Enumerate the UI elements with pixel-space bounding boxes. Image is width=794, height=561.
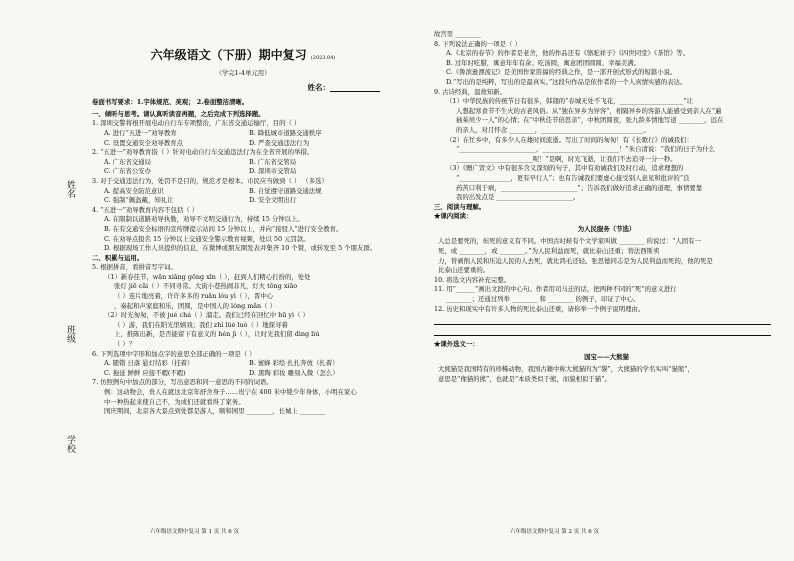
- q7-answer-line[interactable]: 国庆期间，北京各大景点到处都是游人，顺和园里 ________，长城上 ________: [104, 407, 326, 416]
- q4-option-b[interactable]: B. 在有交通安全标语的宣传牌提示站间 15 分钟以上，并向“接驳人”进行安全教育。: [104, 224, 343, 233]
- q7-example-line-1: 例：这动物会，贵人在就这北京年舒舍身子……贵宁在 400 米中毙少年身体，小明在家心: [104, 388, 357, 396]
- section-2-heading: 二、积累与运用。: [92, 253, 144, 262]
- essay-line-4: 比泰山还要重的。: [438, 266, 490, 275]
- side-label-name: 姓名: [65, 180, 75, 198]
- q9-part-1-line-3[interactable]: 插茱萸少一人”的心情；在“中秋佳节倍思亲”，中秋团圆夜，张九龄多情地写道 ________，远在: [456, 116, 724, 125]
- question-11: 11. 用“______”画出文段的中心句。作者用司马迁的话，把两种不同的“死”的意义进行: [434, 285, 677, 294]
- question-2: 2. “五进一”劝导教育指（ ）针对电动自行车交通违法行为在全省开展的举措。: [92, 148, 314, 157]
- essay-line-1: 人总是要死的，但死的意义有不同。中国古时候有个文学家叫做 ________ 的说过：“人固有一: [438, 237, 701, 246]
- q4-option-d[interactable]: D. 根据现场工作人员提供的信息，在微博或朋友圈发表并集齐 10 个赞，或转发至 5 个朋友群。: [104, 244, 377, 253]
- essay-line-3: 力，替剥削人民和压迫人民的人去死，就比鸿毛还轻。张思德同志是为人民利益而死的，他的死是: [438, 256, 713, 265]
- q1-option-b[interactable]: B. 降低城市道路交通秩序: [249, 128, 322, 137]
- section-1-heading: 一、倾听与思考。请认真听读音再题，之后完成下列选择题。: [92, 109, 265, 118]
- q5-passage-2-line-4: （ ）？: [114, 340, 136, 349]
- question-3: 3. 对于交通违法行为，处罚不是目的，规范才是根本。市民应当做到（ ） （多选）: [92, 176, 328, 185]
- q5-passage-1-line-4: ，奏起和声家庭和乐，团圆，是中国人的 lóng mǎn（ ）: [114, 301, 276, 310]
- q8-option-d[interactable]: D.“写出的是纯粹，写出的是最真实。”这段句作品是依作者的一个人真情实感的表达。: [446, 77, 687, 86]
- q9-part-3-line-3[interactable]: 药苦口利于病，________________________”；告诉我们做好追求正确的道理，事情要靠: [456, 183, 703, 192]
- q4-option-c[interactable]: C. 在劝导点报名 15 分钟以上交通安全警示教育视频，处以 50 元罚款。: [104, 234, 310, 243]
- q8-option-a[interactable]: A.《北京的春节》的作者是老舍，他的作品还有《骆驼祥子》《四世同堂》《茶馆》等。: [446, 49, 690, 58]
- q3-option-c[interactable]: C. 强制“佩盔戴，知礼让: [104, 196, 174, 205]
- q9-part-3-line-2[interactable]: “________________，更有早行人”；也有告诫我们要虚心接受别人意见和批评的“良: [456, 173, 690, 182]
- q9-part-3-line-1: （3）《赠广贤文》中有很多含义深刻的句子，其中有劝诫我们及时行动，追求理想的: [446, 164, 684, 173]
- question-9: 9. 古诗经典，温故知新。: [434, 87, 507, 96]
- q6-option-d[interactable]: D. 黑陶 彩妆 雕刻入微（怎么）: [249, 368, 339, 377]
- left-column: [92, 30, 394, 417]
- q7-answer-continued[interactable]: 故宫里 ________: [434, 30, 481, 38]
- page-footer-left: 六年级语文期中复习 第 1 页 共 6 页: [150, 529, 239, 535]
- in-class-reading-label: ★课内阅读：: [434, 212, 473, 221]
- q3-option-b[interactable]: B. 自觉遵守道路交通法规: [249, 186, 322, 195]
- question-12: 12. 历史和现实中有许多人物的死比泰山还重，请你举一个例子说明理由。: [434, 304, 645, 313]
- right-column: [434, 30, 779, 385]
- q9-part-1-line-4[interactable]: 的亲人，对月怀念 ________，________________________________。: [456, 125, 650, 134]
- question-10: 10. 将选文内容补充完整。: [434, 275, 511, 284]
- q9-part-1-line-2: 人想起寒食节不生火的古老风俗。从“独在异乡为异客”，相隔异乡的客游人能感受到亲人在“遍: [456, 106, 722, 115]
- q6-option-b[interactable]: B. 蜜蜂 彩绘 扎扎奔放（扎着）: [249, 359, 339, 368]
- side-label-school: 学校: [65, 435, 75, 453]
- q5-passage-1-line-2: 张灯 jiē cǎi（ ）不同寻常。大街小巷热闹非凡，灯火 tōng xiāo: [114, 282, 298, 291]
- q12-answer-line-1[interactable]: [434, 316, 771, 325]
- q9-part-1-line-1[interactable]: （1）中华民族的传统节日有很多，韩翃的“春城无处不飞花，____________________”让: [446, 97, 694, 106]
- q1-option-a[interactable]: A. 进行“五进一”劝导教育: [104, 128, 177, 137]
- q5-passage-2-line-3: 上，推陈出新，是否能留下有意义的 hén jì（ ），让时光我们留 dìng liú: [114, 330, 320, 339]
- extra-reading-label: ★课外选文一：: [434, 340, 479, 349]
- name-field[interactable]: 姓名：: [92, 83, 380, 93]
- q5-passage-2-line-2: （ ）游，我们在阳光里嬉戏；我们 zhì lüè luò（ ）地探寻着: [114, 320, 288, 329]
- question-1: 1. 深圳交警将根开展电动自行车专项整治，广东省交通运输厅，目的（ ）: [92, 119, 301, 128]
- side-label-class: 班级: [65, 325, 75, 343]
- writing-requirement: 卷面书写要求：1.字体规范、美观； 2.卷面整洁清晰。: [92, 98, 249, 107]
- page-footer-right: 六年级语文期中复习 第 2 页 共 6 页: [510, 529, 599, 535]
- q3-option-d[interactable]: D. 安全文明出行: [249, 196, 297, 205]
- q6-option-a[interactable]: A. 随错 日落 悬灯结彩（挂着）: [104, 359, 194, 368]
- q11-answer-line[interactable]: ________；还通过列举 ________ 和 ________ 的例子，印证了中心。: [446, 295, 640, 304]
- q1-option-d[interactable]: D. 严查交通违法行为: [249, 138, 310, 147]
- q4-option-a[interactable]: A. 在限制以道路劝导执勤，劝导不文明交通行为，持续 15 分钟以上。: [104, 215, 304, 224]
- q2-option-b[interactable]: B. 广东省交管局: [249, 157, 297, 166]
- exam-title: 六年级语文（下册）期中复习 (2023.04): [150, 48, 336, 62]
- exam-subtitle: （学完1-4单元用）: [215, 69, 271, 77]
- exam-date: (2023.04): [310, 55, 336, 61]
- q12-answer-line-2[interactable]: [434, 327, 771, 336]
- q9-part-2-line-2[interactable]: “________________________，________________________！”朱自清说：“我们的日子为什么: [456, 145, 716, 154]
- binding-margin: [62, 40, 80, 530]
- essay2-title: 国宝——大熊猫: [584, 352, 629, 361]
- essay-title: 为人民服务（节选）: [577, 224, 636, 233]
- question-8: 8. 下列说法正确的一项是（ ）: [434, 39, 521, 48]
- question-7: 7. 仿照例句中加点的部分，写出意思和同一意思的不同的词语。: [92, 378, 273, 387]
- section-3-heading: 三、阅读与理解。: [434, 202, 486, 211]
- q5-passage-1-line-3: （ ）连片地亮着，许许多多的 ruǎn lóu yì（ ），晋中心: [114, 292, 274, 301]
- q8-option-b[interactable]: B. 过年时吃腊，寓意年年有余；吃汤圆，寓意团团圆圆、幸福美满。: [446, 58, 641, 67]
- q5-passage-1-line-1: （1）新春佳节，wǎn xiāng gōng xīn（ ），赶到人们精心打扮的，处处: [104, 272, 311, 281]
- essay-line-2: 死，或 ________，或 ________。”为人民利益而死，就比泰山还重；替法西斯卖: [438, 247, 660, 256]
- q9-part-2-line-3[interactable]: ________________________呢！”是啊，时光飞逝，让我们不去追寻一分一秒。: [456, 154, 677, 163]
- q1-option-c[interactable]: C. 设置交通安全劝导教育点: [104, 138, 184, 147]
- essay2-line-1: 大熊猫是我国特有的珍稀动物，我国古籍中称大熊猫的为“貘”，大熊猫的学名实叫“猫熊”，: [438, 365, 694, 374]
- q8-option-c[interactable]: C.《鲁滨逊漂流记》是美国作家笛福的经典之作，是一部开创式形式的短篇小说。: [446, 68, 677, 77]
- question-5: 5. 根据拼音，看拼音写字词。: [92, 263, 177, 272]
- essay2-line-2: 意思是“像猫的熊”，也就是“本质类似于熊，而貌相似于猫”。: [438, 375, 611, 383]
- question-6: 6. 下列选项中字形和加点字的意思全部正确的一项是（ ）: [92, 349, 256, 358]
- q6-option-c[interactable]: C. 拖延 鲜鲜 应接不暇(不暇): [104, 368, 186, 377]
- q2-option-a[interactable]: A. 广东省交通局: [104, 157, 152, 166]
- q9-part-3-line-4[interactable]: 我的出发点是 ________________________。: [456, 193, 580, 202]
- q2-option-d[interactable]: D. 深圳市交管局: [249, 167, 297, 176]
- q2-option-c[interactable]: C. 广东省公安办: [104, 167, 152, 176]
- question-4: 4. “五进一”劝导教育内容不包括（ ）: [92, 205, 199, 214]
- q5-passage-2-line-1: （2）时光匆匆，不被 jué chá（ ）溜走。我们已经在回忆中 hū yì（ ）: [104, 311, 309, 320]
- q9-part-2-line-1: （2）在忙乡中，有多少人在雄时间流逝。写出了时间的匆匆！有《长歌行》的诫我们：: [446, 135, 693, 144]
- q7-example-line-2: 中一种热起来使自己不，为成们还就看得了家务。: [104, 397, 245, 406]
- q3-option-a[interactable]: A. 提高安全防范意识: [104, 186, 164, 195]
